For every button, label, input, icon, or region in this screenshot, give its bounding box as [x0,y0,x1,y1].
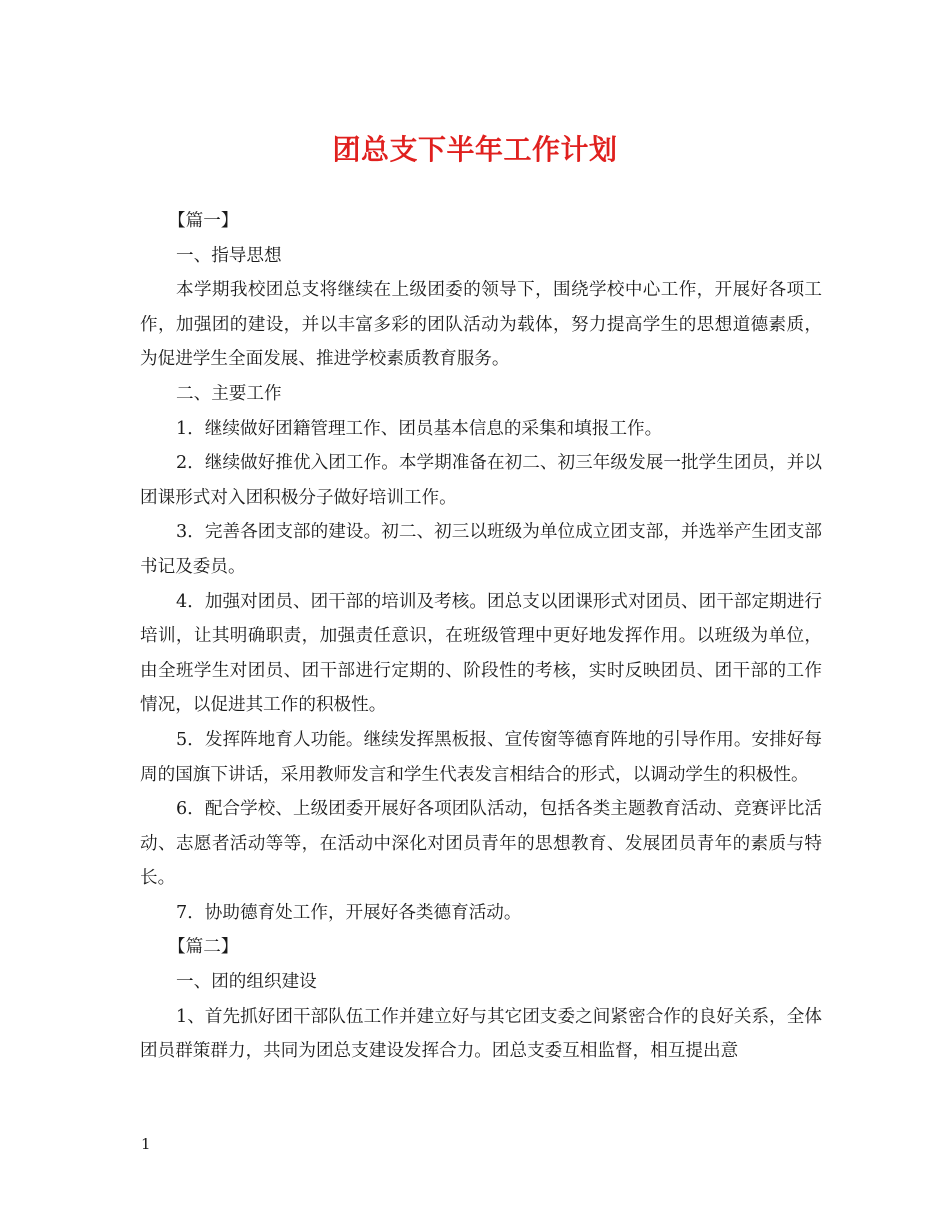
paragraph-item-2: 2．继续做好推优入团工作。本学期准备在初二、初三年级发展一批学生团员，并以团课形式对入团积极分子做好培训工作。 [140,453,822,508]
section-heading-part-one: 【篇一】 [168,211,239,231]
document-title: 团总支下半年工作计划 [332,133,618,166]
heading-main-work: 二、主要工作 [176,383,282,404]
heading-organization-building: 一、团的组织建设 [176,972,317,993]
paragraph-item-1: 1．继续做好团籍管理工作、团员基本信息的采集和填报工作。 [176,418,663,439]
heading-guiding-ideology: 一、指导思想 [176,245,282,266]
paragraph-item-3: 3．完善各团支部的建设。初二、初三以班级为单位成立团支部，并选举产生团支部书记及委员。 [140,522,822,577]
paragraph-organization-item-1: 1、首先抓好团干部队伍工作并建立好与其它团支委之间紧密合作的良好关系，全体团员群策群力，共同为团总支建设发挥合力。团总支委互相监督，相互提出意 [140,1006,822,1062]
paragraph-item-6: 6．配合学校、上级团委开展好各项团队活动，包括各类主题教育活动、竞赛评比活动、志愿者活动等等，在活动中深化对团员青年的思想教育、发展团员青年的素质与特长。 [140,799,822,889]
section-heading-part-two: 【篇二】 [168,937,239,958]
paragraph-item-5: 5．发挥阵地育人功能。继续发挥黑板报、宣传窗等德育阵地的引导作用。安排好每周的国旗下讲话，采用教师发言和学生代表发言相结合的形式，以调动学生的积极性。 [140,729,822,785]
paragraph-guiding-ideology: 本学期我校团总支将继续在上级团委的领导下，围绕学校中心工作，开展好各项工作，加强团的建设，并以丰富多彩的团队活动为载体，努力提高学生的思想道德素质，为促进学生全面发展、推进学校素质教育服务。 [140,280,822,370]
paragraph-item-7: 7．协助德育处工作，开展好各类德育活动。 [176,902,522,923]
paragraph-item-4: 4．加强对团员、团干部的培训及考核。团总支以团课形式对团员、团干部定期进行培训，让其明确职责，加强责任意识，在班级管理中更好地发挥作用。以班级为单位，由全班学生对团员、团干部进行定期的、阶段性的考核，实时反映团员、团干部的工作情况，以促进其工作的积极性。 [140,591,822,716]
page-number: 1 [141,1135,151,1153]
document-body [140,204,822,1069]
